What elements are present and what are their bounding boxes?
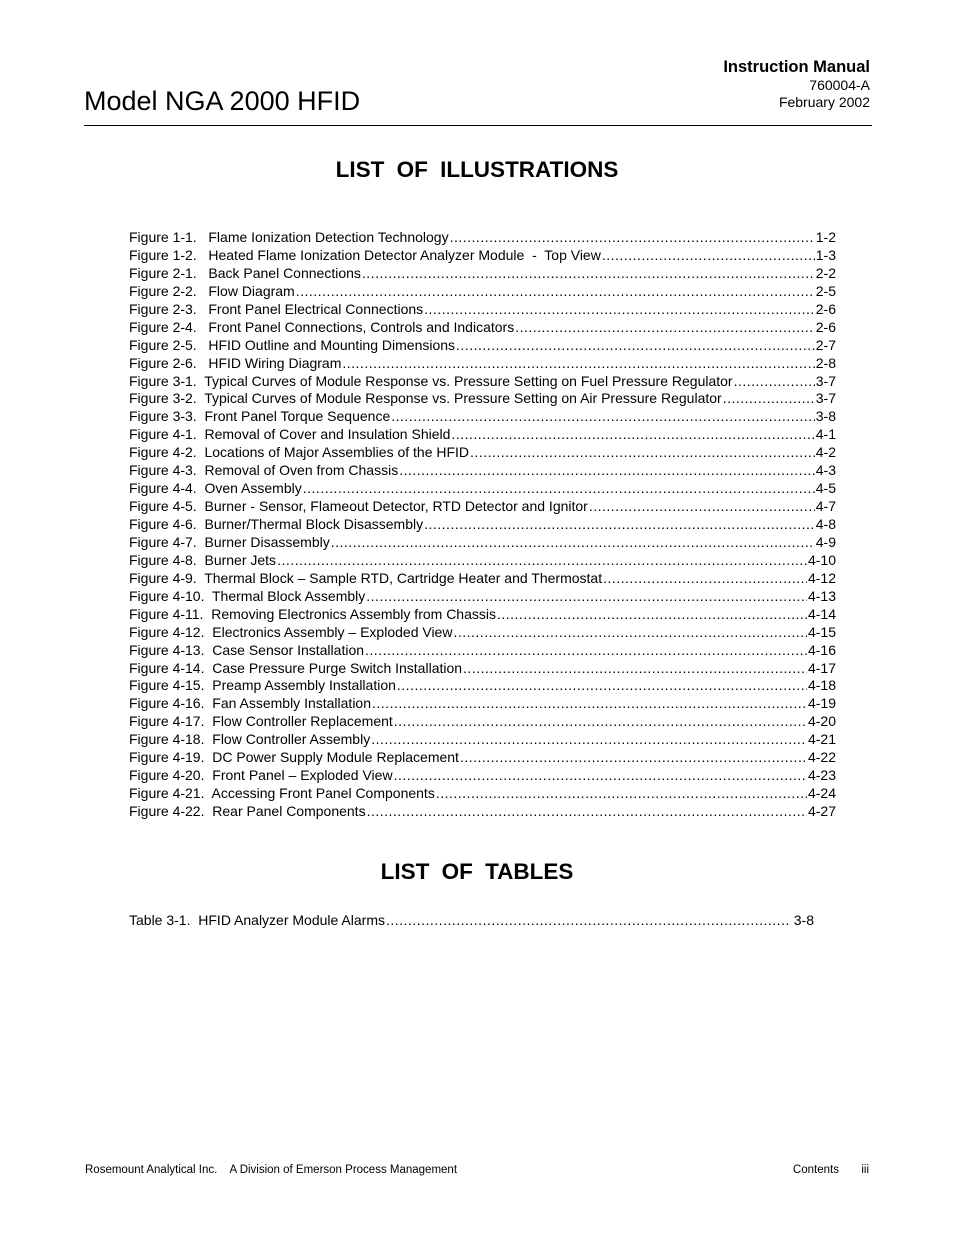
footer-section: Contents xyxy=(792,1164,839,1176)
illustration-entry xyxy=(129,642,836,660)
dot-leader xyxy=(397,677,807,695)
entry-page-number: 2-8 xyxy=(815,354,836,371)
illustration-entry xyxy=(129,749,836,767)
dot-leader xyxy=(723,390,815,408)
entry-label: Figure 2-1. Back Panel Connections xyxy=(129,264,361,281)
illustration-entry xyxy=(129,408,836,426)
entry-page-number: 4-3 xyxy=(815,462,836,479)
footer-page-reference xyxy=(793,1163,869,1177)
entry-label: Figure 4-9. Thermal Block – Sample RTD, Cartridge Heater and Thermostat xyxy=(129,569,603,586)
footer-page-number: iii xyxy=(861,1164,869,1176)
entry-label: Figure 4-22. Rear Panel Components xyxy=(129,803,366,819)
illustration-entry xyxy=(129,570,836,588)
dot-leader xyxy=(453,624,807,642)
entry-page-number: 3-8 xyxy=(815,408,836,425)
dot-leader xyxy=(470,444,815,462)
entry-page-number: 4-21 xyxy=(807,731,836,748)
dot-leader xyxy=(399,462,815,480)
tables-heading: LIST OF TABLES xyxy=(380,859,574,884)
entry-page-number: 3-7 xyxy=(815,390,836,407)
dot-leader xyxy=(603,570,807,588)
entry-page-number: 4-23 xyxy=(807,767,836,784)
entry-page-number: 1-2 xyxy=(815,229,836,245)
dot-leader xyxy=(734,373,815,391)
dot-leader xyxy=(391,408,815,426)
entry-label: Figure 4-18. Flow Controller Assembly xyxy=(129,731,371,748)
entry-label: Figure 4-1. Removal of Cover and Insulation Shield xyxy=(129,426,451,443)
illustration-entry xyxy=(129,803,836,821)
illustration-entry xyxy=(129,731,836,749)
illustrations-heading: LIST OF ILLUSTRATIONS xyxy=(335,157,619,182)
dot-leader xyxy=(463,660,807,678)
entry-label: Figure 2-6. HFID Wiring Diagram xyxy=(129,354,342,371)
dot-leader xyxy=(424,301,815,319)
entry-page-number: 2-2 xyxy=(815,264,836,281)
entry-label: Figure 4-15. Preamp Assembly Installation xyxy=(129,677,396,694)
entry-label: Figure 2-5. HFID Outline and Mounting Dimensions xyxy=(129,336,456,353)
entry-label: Figure 4-12. Electronics Assembly – Exploded View xyxy=(129,623,453,640)
dot-leader xyxy=(362,265,815,283)
illustration-entry xyxy=(129,516,836,534)
entry-label: Figure 2-2. Flow Diagram xyxy=(129,282,295,299)
model-title: Model NGA 2000 HFID xyxy=(84,86,361,116)
entry-page-number: 4-5 xyxy=(815,480,836,497)
illustration-entry xyxy=(129,767,836,785)
dot-leader xyxy=(365,642,807,660)
entry-page-number: 4-20 xyxy=(807,713,836,730)
entry-page-number: 4-13 xyxy=(807,587,836,604)
entry-label: Figure 4-14. Case Pressure Purge Switch Installation xyxy=(129,659,463,676)
dot-leader xyxy=(303,480,815,498)
entry-page-number: 4-2 xyxy=(815,444,836,461)
entry-label: Figure 4-7. Burner Disassembly xyxy=(129,533,330,550)
entry-label: Figure 3-2. Typical Curves of Module Response vs. Pressure Setting on Air Pressure Regulator xyxy=(129,390,722,407)
dot-leader xyxy=(515,319,815,337)
illustration-entry xyxy=(129,283,836,301)
entry-label: Figure 3-1. Typical Curves of Module Response vs. Pressure Setting on Fuel Pressure Regulator xyxy=(129,372,733,389)
entry-page-number: 4-10 xyxy=(807,551,836,568)
header-right-block xyxy=(723,58,870,111)
dot-leader xyxy=(456,337,815,355)
entry-page-number: 4-17 xyxy=(807,659,836,676)
illustration-entry xyxy=(129,552,836,570)
dot-leader xyxy=(371,731,807,749)
illustration-entry xyxy=(129,355,836,373)
entry-page-number: 2-5 xyxy=(815,282,836,299)
entry-page-number: 4-24 xyxy=(807,785,836,802)
dot-leader xyxy=(497,606,807,624)
dot-leader xyxy=(424,516,815,534)
tables-list xyxy=(129,912,814,930)
entry-label: Figure 4-6. Burner/Thermal Block Disassembly xyxy=(129,516,424,532)
dot-leader xyxy=(277,552,807,570)
entry-label: Figure 4-3. Removal of Oven from Chassis xyxy=(129,462,399,479)
illustration-entry xyxy=(129,660,836,678)
illustration-entry xyxy=(129,319,836,337)
entry-label: Figure 1-1. Flame Ionization Detection Technology xyxy=(129,229,449,245)
entry-label: Figure 4-17. Flow Controller Replacement xyxy=(129,713,393,730)
illustration-entry xyxy=(129,624,836,642)
entry-page-number: 4-12 xyxy=(807,569,836,586)
dot-leader xyxy=(366,588,807,606)
entry-page-number: 2-6 xyxy=(815,318,836,335)
dot-leader xyxy=(386,912,789,930)
entry-page-number: 4-18 xyxy=(807,677,836,694)
entry-page-number: 4-14 xyxy=(807,605,836,622)
illustrations-list xyxy=(129,229,836,821)
entry-label: Figure 2-3. Front Panel Electrical Connections xyxy=(129,300,424,317)
illustration-entry xyxy=(129,785,836,803)
entry-page-number: 2-6 xyxy=(815,300,836,317)
illustration-entry xyxy=(129,373,836,391)
dot-leader xyxy=(296,283,815,301)
entry-page-number: 4-8 xyxy=(815,516,836,532)
dot-leader xyxy=(367,803,807,821)
entry-label: Figure 4-20. Front Panel – Exploded View xyxy=(129,767,393,784)
entry-page-number: 3-8 xyxy=(793,912,814,928)
entry-page-number: 4-16 xyxy=(807,641,836,658)
table-entry xyxy=(129,912,814,930)
entry-label: Figure 4-16. Fan Assembly Installation xyxy=(129,695,372,712)
entry-label: Figure 4-5. Burner - Sensor, Flameout Detector, RTD Detector and Ignitor xyxy=(129,498,588,515)
illustration-entry xyxy=(129,301,836,319)
entry-label: Figure 4-2. Locations of Major Assemblies of the HFID xyxy=(129,444,470,461)
entry-label: Figure 4-21. Accessing Front Panel Components xyxy=(129,785,435,802)
illustration-entry xyxy=(129,480,836,498)
dot-leader xyxy=(450,229,815,247)
illustration-entry xyxy=(129,534,836,552)
entry-page-number: 2-7 xyxy=(815,336,836,353)
entry-label: Figure 2-4. Front Panel Connections, Controls and Indicators xyxy=(129,318,515,335)
dot-leader xyxy=(331,534,815,552)
illustration-entry xyxy=(129,247,836,265)
illustration-entry xyxy=(129,444,836,462)
entry-label: Figure 4-10. Thermal Block Assembly xyxy=(129,587,366,604)
dot-leader xyxy=(460,749,807,767)
entry-page-number: 4-15 xyxy=(807,623,836,640)
entry-label: Figure 3-3. Front Panel Torque Sequence xyxy=(129,408,391,425)
entry-label: Figure 4-19. DC Power Supply Module Replacement xyxy=(129,749,459,766)
dot-leader xyxy=(602,247,815,265)
footer-company: Rosemount Analytical Inc. A Division of Emerson Process Management xyxy=(85,1164,458,1176)
dot-leader xyxy=(436,785,807,803)
dot-leader xyxy=(394,767,807,785)
entry-label: Figure 1-2. Heated Flame Ionization Detector Analyzer Module - Top View xyxy=(129,246,601,263)
illustration-entry xyxy=(129,588,836,606)
illustration-entry xyxy=(129,677,836,695)
entry-page-number: 4-7 xyxy=(815,498,836,515)
manual-label: Instruction Manual xyxy=(723,58,870,76)
illustration-entry xyxy=(129,390,836,408)
entry-page-number: 3-7 xyxy=(815,372,836,389)
illustration-entry xyxy=(129,498,836,516)
illustration-entry xyxy=(129,695,836,713)
illustration-entry xyxy=(129,229,836,247)
entry-label: Figure 4-13. Case Sensor Installation xyxy=(129,641,365,658)
entry-label: Table 3-1. HFID Analyzer Module Alarms xyxy=(129,912,385,928)
illustration-entry xyxy=(129,337,836,355)
document-number: 760004-A xyxy=(809,77,870,93)
dot-leader xyxy=(394,713,807,731)
entry-label: Figure 4-4. Oven Assembly xyxy=(129,480,302,497)
entry-page-number: 4-9 xyxy=(815,533,836,550)
entry-label: Figure 4-11. Removing Electronics Assembly from Chassis xyxy=(129,605,496,622)
entry-page-number: 4-19 xyxy=(807,695,836,712)
dot-leader xyxy=(342,355,814,373)
header-divider xyxy=(84,125,872,126)
dot-leader xyxy=(372,695,807,713)
entry-page-number: 1-3 xyxy=(815,246,836,263)
illustration-entry xyxy=(129,462,836,480)
illustration-entry xyxy=(129,426,836,444)
entry-page-number: 4-1 xyxy=(815,426,836,443)
document-date: February 2002 xyxy=(778,94,870,110)
dot-leader xyxy=(589,498,815,516)
illustration-entry xyxy=(129,606,836,624)
entry-page-number: 4-22 xyxy=(807,749,836,766)
dot-leader xyxy=(451,426,814,444)
illustration-entry xyxy=(129,265,836,283)
illustration-entry xyxy=(129,713,836,731)
entry-page-number: 4-27 xyxy=(807,803,836,819)
entry-label: Figure 4-8. Burner Jets xyxy=(129,551,277,568)
